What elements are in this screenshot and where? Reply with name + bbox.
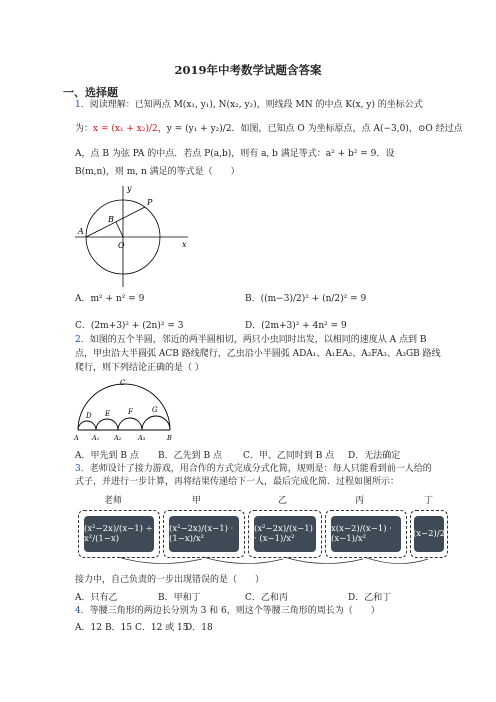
label-a2: A₂: [114, 434, 122, 442]
q2-line3: 爬行，则下列结论正确的是（ ）: [75, 363, 204, 373]
relay-box-teacher: [78, 510, 160, 558]
page-title: 2019年中考数学试题含答案: [174, 63, 322, 77]
label-o: O: [118, 241, 125, 250]
q3-line3: 接力中，自己负责的一步出现错误的是（ ）: [75, 575, 265, 585]
q1-figure: [70, 182, 200, 292]
label-teacher: 老师: [104, 496, 123, 506]
expr-ding: (x−2)/2: [414, 516, 444, 552]
q1-formula-x: x = (x₁ + x₂)/2: [93, 124, 158, 134]
label-g: G: [152, 406, 158, 414]
q2-line1: [75, 334, 426, 346]
arrow-1: [118, 557, 202, 564]
small-semicircle-e: [96, 419, 118, 430]
q3-option-d[interactable]: D．乙和丁: [348, 593, 392, 603]
q1-option-a[interactable]: A．m² + n² = 9: [75, 294, 145, 304]
expr-teacher: (x²−2x)/(x−1) ÷ x²/(1−x): [84, 516, 154, 552]
label-b: B: [167, 434, 172, 442]
q2-option-b[interactable]: B．乙先到 B 点: [158, 451, 222, 461]
q4-option-d[interactable]: D．18: [185, 623, 213, 633]
q1-text-1: 阅读理解：已知两点 M(x₁, y₁), N(x₂, y₂)，则线段 MN 的中点 K(x, y) 的坐标公式: [89, 100, 423, 110]
q4-option-b[interactable]: B．15: [105, 623, 133, 633]
label-yi: 乙: [278, 496, 288, 506]
small-semicircle-g: [142, 416, 170, 430]
arrow-4: [364, 557, 428, 564]
label-a1: A₁: [92, 434, 100, 442]
label-x: x: [182, 240, 187, 249]
q1-line3: A，点 B 为弦 PA 的中点．若点 P(a,b)，则有 a, b 满足等式：a² + b² = 9．设: [75, 149, 395, 159]
q1-line4: B(m,n)，则 m, n 满足的等式是（ ）: [75, 167, 240, 177]
q2-option-a[interactable]: A．甲先到 B 点: [75, 451, 139, 461]
q4-line1: [75, 605, 380, 617]
q1-option-b[interactable]: B．((m−3)/2)² + (n/2)² = 9: [245, 294, 367, 304]
q2-number: 2．: [75, 335, 90, 345]
label-f: F: [128, 408, 133, 416]
q4-number: 4．: [75, 606, 90, 616]
q2-option-c[interactable]: C．甲、乙同时到 B 点: [243, 451, 335, 461]
q2-line2: 点，甲虫沿大半圆弧 ACB 路线爬行，乙虫沿小半圆弧 ADA₁、A₁EA₂、A₂FA₃、A₃GB 路线: [75, 349, 441, 359]
q2-text-1: 如图的五个半圆，邻近的两半圆相切，两只小虫同时出发，以相同的速度从 A 点到 B: [89, 335, 427, 345]
q1-line1: [75, 99, 423, 111]
chord-pa: [86, 207, 145, 237]
q3-number: 3．: [75, 464, 90, 474]
q1-text-2b: ，y = (y₁ + y₂)/2．如图，已知点 O 为坐标原点，点 A(−3,0)，⊙O 经过点: [157, 124, 463, 134]
relay-box-bing: [325, 510, 407, 558]
q1-text-2a: 为：: [75, 124, 94, 134]
expr-yi: (x²−2x)/(x−1) · (x−1)/x²: [254, 516, 316, 552]
q2-figure: [70, 377, 182, 443]
label-e: E: [105, 410, 111, 418]
q3-line1: [75, 463, 432, 475]
q3-text-1: 老师设计了接力游戏，用合作的方式完成分式化简，规则是：每人只能看到前一人给的: [89, 464, 432, 474]
q1-option-c[interactable]: C．(2m+3)² + (2n)² = 3: [75, 321, 184, 331]
label-y: y: [127, 184, 132, 193]
label-bing: 丙: [355, 496, 365, 506]
label-d: D: [86, 412, 92, 420]
relay-box-jia: [163, 510, 245, 558]
segment-ob: [116, 222, 123, 237]
label-a: A: [78, 227, 84, 236]
q1-number: 1．: [75, 100, 90, 110]
relay-arrows: [78, 556, 450, 570]
label-jia: 甲: [192, 496, 202, 506]
q4-option-a[interactable]: A．12: [75, 623, 102, 633]
small-semicircle-d: [78, 421, 96, 430]
label-c: C: [120, 379, 126, 387]
section-heading: 一、选择题: [63, 86, 118, 99]
relay-box-yi: [248, 510, 322, 558]
q4-text-1: 等腰三角形的两边长分别为 3 和 6，则这个等腰三角形的周长为（ ）: [89, 606, 380, 616]
q3-option-a[interactable]: A．只有乙: [75, 593, 118, 603]
label-b: B: [108, 215, 114, 224]
relay-box-ding: [410, 510, 448, 558]
q1-line2: [75, 123, 463, 135]
q3-line2: 式子，并进行一步计算，再将结果传递给下一人，最后完成化简．过程如图所示：: [75, 477, 400, 487]
small-semicircle-f: [118, 418, 142, 430]
expr-jia: (x²−2x)/(x−1) · (1−x)/x²: [169, 516, 239, 552]
arrow-2: [203, 557, 283, 564]
q1-option-d[interactable]: D．(2m+3)² + 4n² = 9: [245, 321, 347, 331]
arrow-3: [284, 557, 363, 564]
q2-option-d[interactable]: D．无法确定: [348, 451, 401, 461]
q4-option-c[interactable]: C．12 或 15: [135, 623, 189, 633]
label-a3: A₃: [138, 434, 146, 442]
label-ding: 丁: [424, 496, 434, 506]
expr-bing: x(x−2)/(x−1) · (x−1)/x²: [331, 516, 401, 552]
label-p: P: [147, 198, 153, 207]
label-a: A: [74, 434, 79, 442]
q3-option-c[interactable]: C．乙和丙: [245, 593, 288, 603]
q3-option-b[interactable]: B．甲和丁: [158, 593, 201, 603]
